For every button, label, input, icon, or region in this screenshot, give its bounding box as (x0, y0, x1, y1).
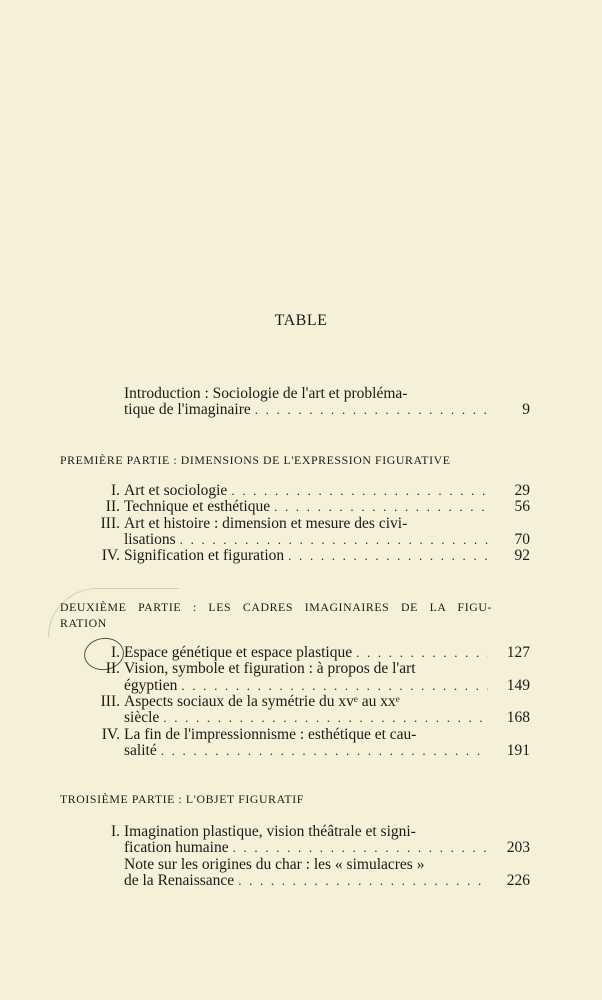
page-number: 70 (514, 530, 530, 548)
entry-line: Technique et esthétique (124, 498, 271, 516)
leader-dots (233, 840, 488, 856)
part-heading: DEUXIÈME PARTIE : LES CADRES IMAGINAIRES DE LA FIGU- (60, 600, 492, 614)
entry-line: salité (124, 741, 157, 759)
part-heading-continuation: RATION (60, 616, 107, 630)
leader-dots (163, 710, 488, 726)
page-number: 168 (506, 709, 530, 727)
leader-dots (356, 645, 488, 661)
page-number: 9 (522, 401, 530, 419)
chapter-number: I. (110, 823, 120, 840)
entry-line: Introduction : Sociologie de l'art et probléma- (124, 385, 408, 402)
page-number: 29 (514, 482, 530, 499)
entry-line: Art et histoire : dimension et mesure des civi- (124, 514, 408, 532)
entry-line: Note sur les origines du char : les « simulacres » (124, 855, 425, 873)
part-heading: TROISIÈME PARTIE : L'OBJET FIGURATIF (60, 792, 304, 806)
leader-dots (255, 402, 488, 418)
page-number: 191 (506, 741, 530, 759)
entry-line: de la Renaissance (124, 871, 235, 889)
chapter-number: IV. (101, 547, 120, 565)
page-number: 203 (506, 839, 530, 857)
part-heading: PREMIÈRE PARTIE : DIMENSIONS DE L'EXPRESSION FIGURATIVE (60, 453, 451, 467)
entry-line: Vision, symbole et figuration : à propos de l'art (124, 660, 416, 678)
leader-dots (238, 873, 488, 889)
entry-line: La fin de l'impressionnisme : esthétique et cau- (124, 725, 417, 743)
page-number: 127 (506, 644, 530, 661)
page-number: 226 (506, 871, 530, 889)
entry-line: Art et sociologie (124, 482, 228, 499)
entry-line: fication humaine (124, 839, 229, 857)
chapter-number: II. (105, 660, 120, 678)
leader-dots (288, 548, 488, 564)
entry-line: siècle (124, 709, 160, 727)
entry-line: Aspects sociaux de la symétrie du xvᵉ au xxᵉ (124, 692, 400, 710)
chapter-number: III. (100, 514, 120, 532)
chapter-number: I. (110, 482, 120, 499)
page-number: 92 (514, 547, 530, 565)
chapter-number: I. (110, 644, 120, 661)
chapter-number: III. (100, 692, 120, 710)
page-title: TABLE (274, 312, 328, 329)
entry-line: tique de l'imaginaire (124, 401, 251, 419)
leader-dots (231, 483, 488, 499)
chapter-number: II. (105, 498, 120, 516)
leader-dots (161, 743, 488, 759)
leader-dots (274, 499, 488, 515)
entry-line: Signification et figuration (124, 547, 285, 565)
page-number: 149 (506, 676, 530, 694)
entry-line: lisations (124, 530, 176, 548)
entry-line: égyptien (124, 676, 178, 694)
entry-line: Imagination plastique, vision théâtrale et signi- (124, 823, 416, 840)
page-number: 56 (514, 498, 530, 516)
entry-line: Espace génétique et espace plastique (124, 644, 353, 661)
leader-dots (180, 532, 488, 548)
chapter-number: IV. (101, 725, 120, 743)
leader-dots (181, 678, 488, 694)
